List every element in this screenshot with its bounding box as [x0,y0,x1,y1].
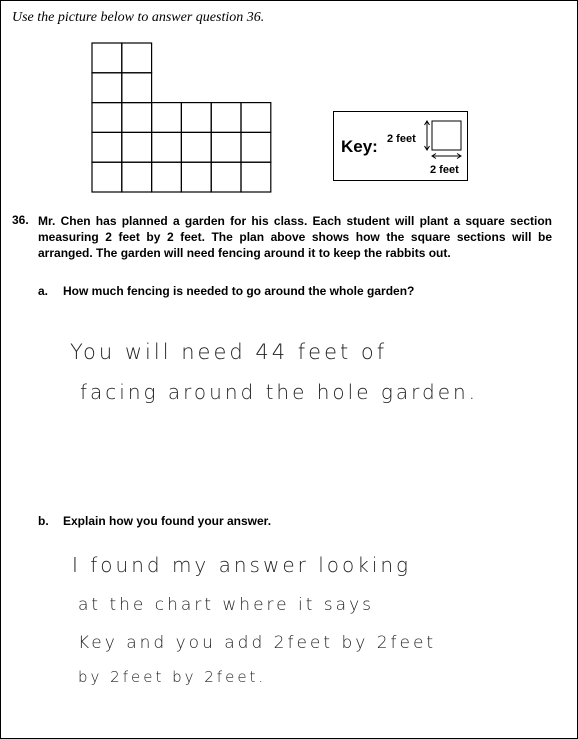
part-a-letter: a. [38,284,49,298]
part-b-answer-line-2: at the chart where it says [78,595,374,615]
question-number: 36. [12,213,29,227]
part-b-letter: b. [38,514,49,528]
part-a-answer-line-1: You will need 44 feet of [70,340,388,364]
key-label: Key: [341,137,378,156]
part-a-answer-line-2: facing around the hole garden. [80,380,479,404]
part-b-answer-line-4: by 2feet by 2feet. [78,668,267,686]
instruction-text: Use the picture below to answer question 36. [12,10,265,25]
question-text: Mr. Chen has planned a garden for his class. Each student will plant a square section measuring 2 feet by 2 feet. The plan above shows how the square sections will be arranged. The garden will need fencing around it to keep the rabbits out. [38,214,552,260]
part-b-prompt: Explain how you found your answer. [63,514,272,528]
part-b-answer-line-3: Key and you add 2feet by 2feet [78,633,437,653]
key-width-label: 2 feet [430,164,459,176]
part-b-answer-line-1: I found my answer looking [72,553,412,577]
key-height-label: 2 feet [387,133,416,145]
part-a-prompt: How much fencing is needed to go around the whole garden? [63,284,415,298]
